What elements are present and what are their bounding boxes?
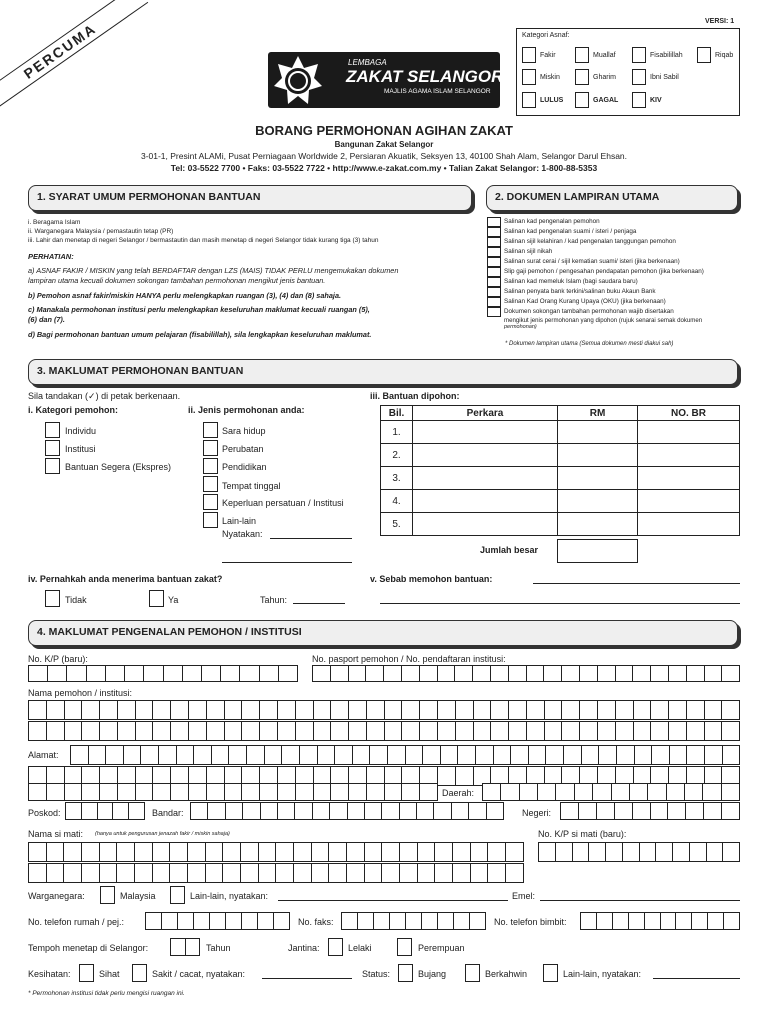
sakit-line[interactable]: [262, 978, 352, 979]
corner-ribbon: [0, 0, 148, 117]
note-d: d) Bagi permohonan bantuan umum pelajaran (fisabilillah), sila lengkapkan keseluruhan maklumat.: [28, 330, 372, 339]
doc-checkbox[interactable]: [487, 237, 501, 247]
checkbox-pendidikan[interactable]: [203, 458, 218, 474]
checkbox-sara-hidup[interactable]: [203, 422, 218, 438]
alamat-input-1[interactable]: [70, 745, 740, 765]
asnaf-label: Muallaf: [593, 52, 616, 59]
row-num: 5.: [381, 513, 413, 536]
lain-warga-label: Lain-lain, nyatakan:: [190, 891, 269, 901]
cond-3: iii. Lahir dan menetap di negeri Selangor / bermastautin dan masih menetap di negeri Selangor tidak kurang tiga (3) tahun: [28, 237, 379, 244]
cond-1: i. Beragama Islam: [28, 219, 81, 226]
bimbit-label: No. telefon bimbit:: [494, 917, 567, 927]
perempuan-label: Perempuan: [418, 943, 465, 953]
checkbox-perubatan[interactable]: [203, 440, 218, 456]
alamat-input-3[interactable]: [28, 783, 438, 801]
bimbit-input[interactable]: [580, 912, 740, 930]
kp-mati-input[interactable]: [538, 842, 740, 862]
nama-mati-note: (hanya untuk pengurusan jenazah fakir / miskin sahaja): [95, 831, 230, 837]
logo-sub: MAJLIS AGAMA ISLAM SELANGOR: [384, 88, 491, 95]
contact: Tel: 03-5522 7700 • Faks: 03-5522 7722 • http://www.e-zakat.com.my • Talian Zakat Selangor: 1-800-88-5353: [170, 163, 598, 173]
doc-checkbox[interactable]: [487, 287, 501, 297]
doc-checkbox[interactable]: [487, 227, 501, 237]
checkbox-bujang[interactable]: [398, 964, 413, 982]
total-label: Jumlah besar: [480, 545, 539, 555]
checkbox-lelaki[interactable]: [328, 938, 343, 956]
zakat-logo: [268, 52, 504, 108]
cell[interactable]: [558, 467, 638, 490]
cell[interactable]: [638, 467, 740, 490]
checkbox-lain-lain[interactable]: [203, 512, 218, 528]
address: 3-01-1, Presint ALAMi, Pusat Perniagaan Worldwide 2, Persiaran Akuatik, Seksyen 13, 40100 Shah Alam, Selangor Darul Ehsan.: [140, 151, 628, 161]
reason-line-2[interactable]: [380, 603, 740, 604]
logo-name: ZAKAT SELANGOR: [346, 67, 504, 86]
col-perkara: Perkara: [413, 406, 558, 421]
passport-label: No. pasport pemohon / No. pendaftaran institusi:: [312, 654, 506, 664]
reason-line-1[interactable]: [533, 583, 740, 584]
row-num: 2.: [381, 444, 413, 467]
doc-note: permohonan): [504, 324, 537, 330]
col-bil: Bil.: [381, 406, 413, 421]
nama-mati-input-2[interactable]: [28, 863, 524, 883]
lelaki-label: Lelaki: [348, 943, 372, 953]
doc-label: Salinan penyata bank terkini/salinan buku Akaun Bank: [504, 288, 656, 295]
alamat-label: Alamat:: [28, 750, 59, 760]
doc-footnote: * Dokumen lampiran utama (Semua dokumen mesti diakui sah): [505, 341, 674, 347]
doc-checkbox[interactable]: [487, 217, 501, 227]
checkbox-institusi[interactable]: [45, 440, 60, 456]
doc-label: Salinan sijil kelahiran / kad pengenalan tanggungan pemohon: [504, 238, 676, 245]
cell[interactable]: [558, 421, 638, 444]
checkbox-ibni-sabil[interactable]: [632, 69, 646, 85]
cell[interactable]: [558, 490, 638, 513]
section-title: 3. MAKLUMAT PERMOHONAN BANTUAN: [37, 365, 244, 377]
malaysia-label: Malaysia: [120, 891, 156, 901]
doc-checkbox[interactable]: [487, 277, 501, 287]
nama-mati-input-1[interactable]: [28, 842, 524, 862]
warga-label: Warganegara:: [28, 891, 85, 901]
logo-small: LEMBAGA: [348, 58, 387, 67]
category-title: i. Kategori pemohon:: [28, 405, 118, 415]
poskod-label: Poskod:: [28, 808, 61, 818]
checkbox-muallaf[interactable]: [575, 47, 589, 63]
section-title: 2. DOKUMEN LAMPIRAN UTAMA: [495, 191, 660, 203]
checkbox-fakir[interactable]: [522, 47, 536, 63]
checkbox-miskin[interactable]: [522, 69, 536, 85]
type-label: Keperluan persatuan / Institusi: [222, 498, 344, 508]
q5-label: v. Sebab memohon bantuan:: [370, 574, 493, 584]
type-label: Tempat tinggal: [222, 481, 281, 491]
kp-mati-label: No. K/P si mati (baru):: [538, 829, 627, 839]
section-3-header: [28, 359, 738, 385]
emel-label: Emel:: [512, 891, 536, 901]
faks-label: No. faks:: [298, 917, 334, 927]
lain-status-line[interactable]: [653, 978, 740, 979]
bujang-label: Bujang: [418, 969, 447, 979]
negeri-label: Negeri:: [522, 808, 552, 818]
aid-title: iii. Bantuan dipohon:: [370, 391, 460, 401]
bandar-label: Bandar:: [152, 808, 184, 818]
checkbox-gharim[interactable]: [575, 69, 589, 85]
nyatakan-line-2[interactable]: [222, 562, 352, 563]
nyatakan-label: Nyatakan:: [222, 529, 263, 539]
checkbox-gagal[interactable]: [575, 92, 589, 108]
nyatakan-line[interactable]: [270, 538, 352, 539]
aid-table: [380, 405, 740, 536]
cell[interactable]: [638, 444, 740, 467]
category-label: Bantuan Segera (Ekspres): [65, 462, 172, 472]
doc-checkbox[interactable]: [487, 247, 501, 257]
doc-checkbox[interactable]: [487, 257, 501, 267]
tel-rumah-input[interactable]: [145, 912, 290, 930]
tahun-unit: Tahun: [206, 943, 231, 953]
checkbox-riqab[interactable]: [697, 47, 711, 63]
tempoh-label: Tempoh menetap di Selangor:: [28, 943, 149, 953]
nama-label: Nama pemohon / institusi:: [28, 688, 133, 698]
doc-label: Salinan kad pengenalan suami / isteri / penjaga: [504, 228, 637, 235]
status-label: GAGAL: [593, 97, 619, 104]
asnaf-title: Kategori Asnaf:: [522, 32, 570, 39]
row-num: 3.: [381, 467, 413, 490]
asnaf-label: Ibni Sabil: [650, 74, 679, 81]
doc-label: Slip gaji pemohon / pengesahan pendapatan pemohon (jika berkenaan): [504, 268, 704, 275]
cell[interactable]: [638, 421, 740, 444]
checkbox-bantuan-segera[interactable]: [45, 458, 60, 474]
total-field[interactable]: [557, 539, 638, 563]
checkbox-individu[interactable]: [45, 422, 60, 438]
cell[interactable]: [413, 467, 558, 490]
checkbox-lulus[interactable]: [522, 92, 536, 108]
daerah-label: Daerah:: [442, 788, 475, 798]
tahun-label: Tahun:: [260, 595, 288, 605]
passport-input[interactable]: [312, 665, 740, 682]
checkbox-perempuan[interactable]: [397, 938, 412, 956]
status-label: LULUS: [540, 97, 564, 104]
perhatian: PERHATIAN:: [28, 252, 74, 261]
doc-checkbox[interactable]: [487, 307, 501, 317]
checkbox-kiv[interactable]: [632, 92, 646, 108]
checkbox-lain-status[interactable]: [543, 964, 558, 982]
cell[interactable]: [638, 513, 740, 536]
daerah-input[interactable]: [482, 783, 740, 801]
berkahwin-label: Berkahwin: [485, 969, 528, 979]
doc-label: Salinan kad pengenalan pemohon: [504, 218, 600, 225]
type-label: Sara hidup: [222, 426, 266, 436]
tidak-label: Tidak: [65, 595, 87, 605]
cell[interactable]: [413, 513, 558, 536]
asnaf-label: Riqab: [715, 52, 734, 59]
cell[interactable]: [558, 444, 638, 467]
section-2-header: [486, 185, 738, 211]
note-b: b) Pemohon asnaf fakir/miskin HANYA perlu melengkapkan ruangan (3), (4) dan (8) sahaja.: [28, 291, 342, 300]
checkbox-lain-warga[interactable]: [170, 886, 185, 904]
checkbox-tempat-tinggal[interactable]: [203, 476, 218, 492]
tempoh-input[interactable]: [170, 938, 200, 956]
sihat-label: Sihat: [99, 969, 120, 979]
version-label: VERSI: 1: [705, 18, 735, 25]
doc-checkbox[interactable]: [487, 297, 501, 307]
ribbon-text: PERCUMA: [20, 20, 100, 82]
instruction: Sila tandakan (✓) di petak berkenaan.: [28, 391, 181, 401]
checkbox-sihat[interactable]: [79, 964, 94, 982]
nama-input-1[interactable]: [28, 700, 740, 720]
type-title: ii. Jenis permohonan anda:: [188, 405, 305, 415]
lain-warga-line[interactable]: [278, 900, 508, 901]
cell[interactable]: [413, 421, 558, 444]
cell[interactable]: [638, 490, 740, 513]
cond-2: ii. Warganegara Malaysia / pemastautin tetap (PR): [28, 228, 174, 235]
note-a2: lampiran utama kecuali dokumen sokongan tambahan permohonan mengikut jenis bantuan.: [28, 276, 326, 285]
row-num: 1.: [381, 421, 413, 444]
bandar-input[interactable]: [190, 802, 504, 820]
asnaf-label: Fakir: [540, 52, 556, 59]
negeri-input[interactable]: [560, 802, 740, 820]
doc-label: Salinan Kad Orang Kurang Upaya (OKU) (jika berkenaan): [504, 298, 666, 305]
col-nobr: NO. BR: [638, 406, 740, 421]
sakit-label: Sakit / cacat, nyatakan:: [152, 969, 246, 979]
star-emblem-icon: [272, 54, 324, 106]
note-a: a) ASNAF FAKIR / MISKIN yang telah BERDAFTAR dengan LZS (MAIS) TIDAK PERLU mengemukakan dokumen: [28, 266, 399, 275]
type-label: Pendidikan: [222, 462, 267, 472]
checkbox-sakit[interactable]: [132, 964, 147, 982]
section-4-footnote: * Permohonan institusi tidak perlu mengisi ruangan ini.: [28, 990, 185, 997]
doc-checkbox[interactable]: [487, 267, 501, 277]
building-name: Bangunan Zakat Selangor: [334, 140, 434, 149]
note-c: c) Manakala permohonan institusi perlu melengkapkan keseluruhan maklumat kecuali ruangan (5),: [28, 305, 370, 314]
section-4-header: [28, 620, 738, 646]
category-label: Individu: [65, 426, 97, 436]
asnaf-label: Fisabilillah: [650, 52, 683, 59]
category-label: Institusi: [65, 444, 96, 454]
nama-input-2[interactable]: [28, 721, 740, 741]
section-title: 4. MAKLUMAT PENGENALAN PEMOHON / INSTITUSI: [37, 626, 302, 638]
kp-label: No. K/P (baru):: [28, 654, 88, 664]
section-title: 1. SYARAT UMUM PERMOHONAN BANTUAN: [37, 191, 261, 203]
form-title: BORANG PERMOHONAN AGIHAN ZAKAT: [255, 123, 513, 138]
emel-line[interactable]: [540, 900, 740, 901]
tel-rumah-label: No. telefon rumah / pej.:: [28, 917, 125, 927]
cell[interactable]: [413, 490, 558, 513]
checkbox-keperluan[interactable]: [203, 494, 218, 510]
checkbox-fisabilillah[interactable]: [632, 47, 646, 63]
q4-label: iv. Pernahkah anda menerima bantuan zakat?: [28, 574, 223, 584]
checkbox-tidak[interactable]: [45, 590, 60, 607]
ya-label: Ya: [168, 595, 179, 605]
faks-input[interactable]: [341, 912, 486, 930]
cell[interactable]: [413, 444, 558, 467]
doc-label: Salinan surat cerai / sijil kematian suami/ isteri (jika berkenaan): [504, 258, 680, 265]
checkbox-berkahwin[interactable]: [465, 964, 480, 982]
asnaf-label: Gharim: [593, 74, 616, 81]
note-c2: (6) dan (7).: [28, 315, 65, 324]
lain-status-label: Lain-lain, nyatakan:: [563, 969, 642, 979]
col-rm: RM: [558, 406, 638, 421]
asnaf-box: [516, 28, 740, 116]
type-label: Lain-lain: [222, 516, 257, 526]
doc-label: Salinan kad memeluk Islam (bagi saudara baru): [504, 278, 638, 285]
asnaf-label: Miskin: [540, 74, 560, 81]
doc-label: Dokumen sokongan tambahan permohonan wajib disertakan: [504, 308, 674, 315]
checkbox-malaysia[interactable]: [100, 886, 115, 904]
doc-label: Salinan sijil nikah: [504, 248, 553, 255]
doc-list: [487, 217, 741, 330]
cell[interactable]: [558, 513, 638, 536]
jantina-label: Jantina:: [288, 943, 320, 953]
status-label: KIV: [650, 97, 662, 104]
tahun-line[interactable]: [293, 603, 345, 604]
checkbox-ya[interactable]: [149, 590, 164, 607]
section-1-header: [28, 185, 472, 211]
doc-note: mengikut jenis permohonan yang dipohon (rujuk senarai semak dokumen: [504, 317, 703, 324]
row-num: 4.: [381, 490, 413, 513]
status-field-label: Status:: [362, 969, 391, 979]
poskod-input[interactable]: [65, 802, 145, 820]
kp-input[interactable]: [28, 665, 298, 682]
type-label: Perubatan: [222, 444, 264, 454]
nama-mati-label: Nama si mati:: [28, 829, 84, 839]
kesihatan-label: Kesihatan:: [28, 969, 71, 979]
